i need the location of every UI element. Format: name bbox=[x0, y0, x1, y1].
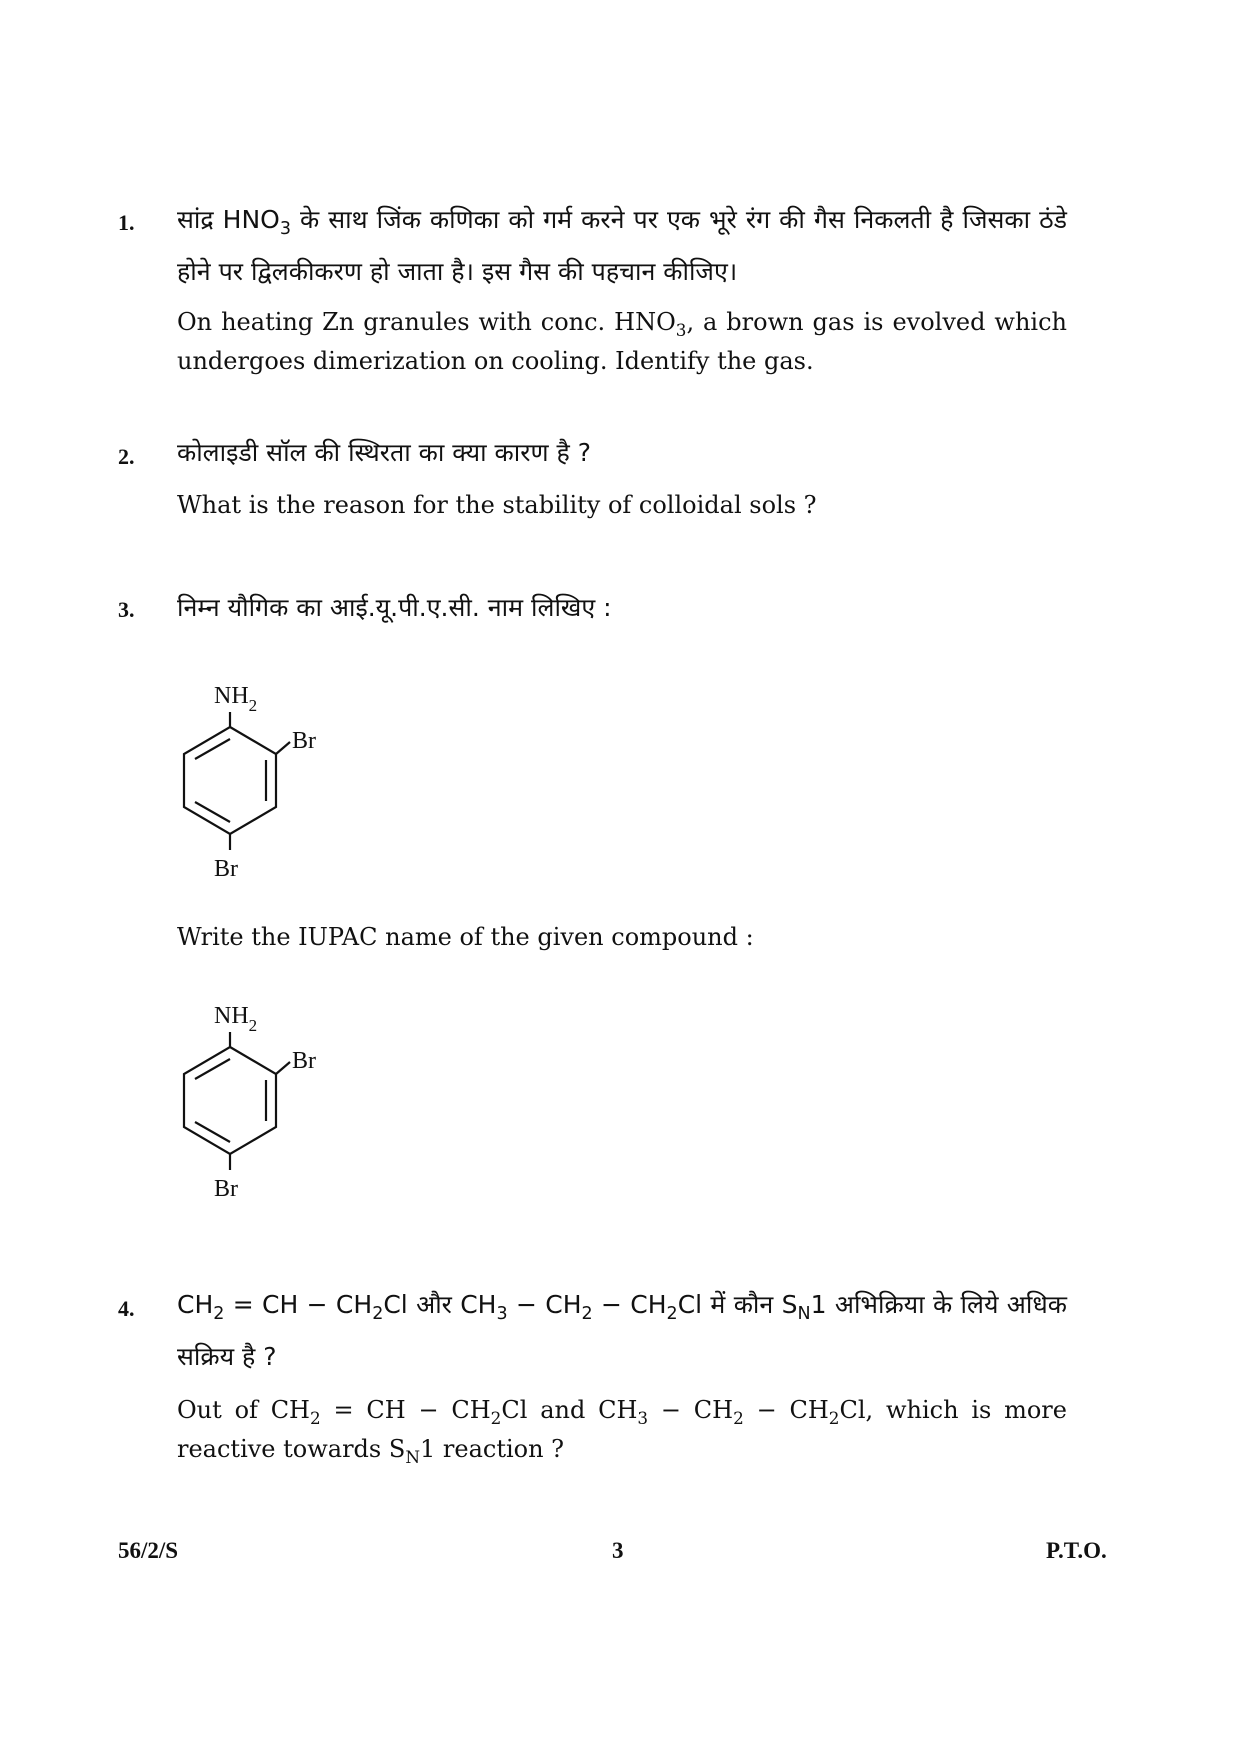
paper-code: 56/2/S bbox=[118, 1538, 179, 1563]
please-turn-over-label: P.T.O. bbox=[1046, 1538, 1107, 1563]
svg-text:NH2: $NH_2$ bbox=[214, 1003, 258, 1035]
question-hindi-text: सांद्र $HNO_3$ के साथ जिंक कणिका को गर्म करने पर एक भूरे रंग की गैस निकलती है जिसका ठंडे होने पर द्विलकीकरण हो जाता है। इस गैस की पहचान कीजिए। bbox=[177, 205, 1068, 286]
bromo-bottom-label: Br bbox=[214, 856, 238, 882]
question-english-text: On heating Zn granules with conc. $HNO_3$, a brown gas is evolved which undergoes dimerization on cooling. Identify the gas. bbox=[177, 308, 1068, 375]
question-number: 3. bbox=[118, 597, 135, 622]
question-english-text: Out of $CH_2$ = CH − $CH_2Cl$ and $CH_3 - CH_2 - CH_2Cl$, which is more reactive towards $S_N1$ reaction ? bbox=[177, 1396, 1067, 1467]
bromo-bottom-label: Br bbox=[214, 1176, 238, 1202]
amino-group-label: NH bbox=[214, 683, 249, 709]
question-number: 2. bbox=[118, 444, 135, 469]
bromo-side-label: Br bbox=[292, 1048, 316, 1074]
svg-text:NH2: $NH_2$ bbox=[214, 683, 258, 715]
chemical-structure-diagram bbox=[170, 670, 360, 890]
question-hindi-text: कोलाइडी सॉल की स्थिरता का क्या कारण है ? bbox=[177, 438, 591, 467]
question-number: 1. bbox=[118, 210, 135, 235]
bromo-side-label: Br bbox=[292, 728, 316, 754]
question-number: 4. bbox=[118, 1296, 135, 1321]
amino-group-label: NH bbox=[214, 1003, 249, 1029]
page-number: 3 bbox=[612, 1538, 624, 1563]
question-english-text: What is the reason for the stability of colloidal sols ? bbox=[177, 491, 817, 519]
chemical-structure-diagram bbox=[170, 990, 360, 1210]
question-hindi-text: निम्न यौगिक का आई.यू.पी.ए.सी. नाम लिखिए : bbox=[177, 593, 612, 622]
question-hindi-text: $CH_2$ = CH − $CH_2Cl$ और $CH_3 - CH_2 - CH_2Cl$ में कौन $S_N1$ अभिक्रिया के लिये अधिक सक्रिय है ? bbox=[177, 1290, 1067, 1371]
question-english-text: Write the IUPAC name of the given compound : bbox=[177, 923, 754, 951]
